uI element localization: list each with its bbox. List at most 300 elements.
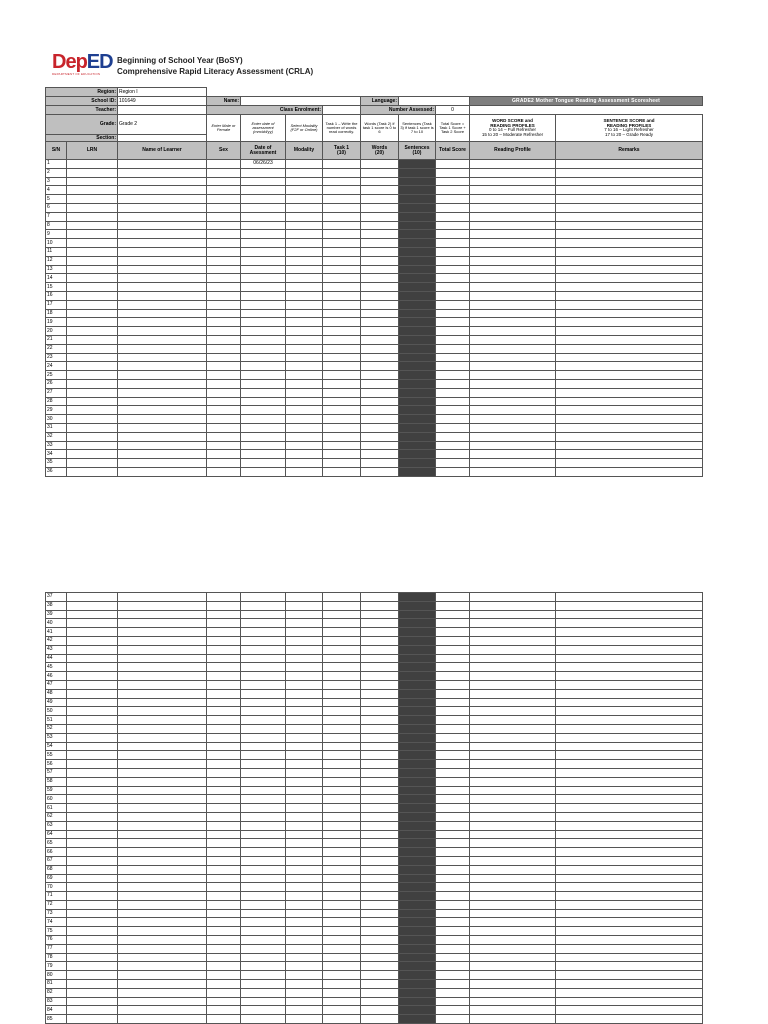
task1-cell[interactable] bbox=[323, 733, 361, 742]
sex-cell[interactable] bbox=[207, 459, 241, 468]
task1-cell[interactable] bbox=[323, 432, 361, 441]
total-score-cell[interactable] bbox=[436, 397, 470, 406]
learner-name-cell[interactable] bbox=[118, 944, 207, 953]
modality-cell[interactable] bbox=[286, 265, 323, 274]
sex-cell[interactable] bbox=[207, 1006, 241, 1015]
reading-profile-cell[interactable] bbox=[470, 689, 556, 698]
date-cell[interactable] bbox=[241, 230, 286, 239]
sex-cell[interactable] bbox=[207, 344, 241, 353]
learner-name-cell[interactable] bbox=[118, 795, 207, 804]
reading-profile-cell[interactable] bbox=[470, 265, 556, 274]
lrn-cell[interactable] bbox=[67, 388, 118, 397]
modality-cell[interactable] bbox=[286, 432, 323, 441]
task1-cell[interactable] bbox=[323, 1015, 361, 1024]
modality-cell[interactable] bbox=[286, 406, 323, 415]
lrn-cell[interactable] bbox=[67, 971, 118, 980]
total-score-cell[interactable] bbox=[436, 335, 470, 344]
modality-cell[interactable] bbox=[286, 742, 323, 751]
date-cell[interactable] bbox=[241, 309, 286, 318]
modality-cell[interactable] bbox=[286, 203, 323, 212]
modality-cell[interactable] bbox=[286, 856, 323, 865]
words-cell[interactable] bbox=[361, 239, 399, 248]
remarks-cell[interactable] bbox=[556, 195, 703, 204]
modality-cell[interactable] bbox=[286, 212, 323, 221]
total-score-cell[interactable] bbox=[436, 318, 470, 327]
date-cell[interactable] bbox=[241, 839, 286, 848]
remarks-cell[interactable] bbox=[556, 689, 703, 698]
learner-name-cell[interactable] bbox=[118, 309, 207, 318]
words-cell[interactable] bbox=[361, 927, 399, 936]
sex-cell[interactable] bbox=[207, 327, 241, 336]
task1-cell[interactable] bbox=[323, 593, 361, 602]
words-cell[interactable] bbox=[361, 918, 399, 927]
total-score-cell[interactable] bbox=[436, 751, 470, 760]
sex-cell[interactable] bbox=[207, 883, 241, 892]
task1-cell[interactable] bbox=[323, 971, 361, 980]
reading-profile-cell[interactable] bbox=[470, 900, 556, 909]
sex-cell[interactable] bbox=[207, 195, 241, 204]
task1-cell[interactable] bbox=[323, 804, 361, 813]
task1-cell[interactable] bbox=[323, 997, 361, 1006]
remarks-cell[interactable] bbox=[556, 283, 703, 292]
task1-cell[interactable] bbox=[323, 610, 361, 619]
learner-name-cell[interactable] bbox=[118, 593, 207, 602]
learner-name-cell[interactable] bbox=[118, 432, 207, 441]
lrn-cell[interactable] bbox=[67, 195, 118, 204]
modality-cell[interactable] bbox=[286, 379, 323, 388]
total-score-cell[interactable] bbox=[436, 601, 470, 610]
total-score-cell[interactable] bbox=[436, 672, 470, 681]
lrn-cell[interactable] bbox=[67, 856, 118, 865]
date-cell[interactable] bbox=[241, 865, 286, 874]
remarks-cell[interactable] bbox=[556, 812, 703, 821]
total-score-cell[interactable] bbox=[436, 309, 470, 318]
date-cell[interactable] bbox=[241, 1015, 286, 1024]
date-cell[interactable] bbox=[241, 441, 286, 450]
task1-cell[interactable] bbox=[323, 203, 361, 212]
learner-name-cell[interactable] bbox=[118, 865, 207, 874]
total-score-cell[interactable] bbox=[436, 467, 470, 476]
lrn-cell[interactable] bbox=[67, 441, 118, 450]
reading-profile-cell[interactable] bbox=[470, 795, 556, 804]
remarks-cell[interactable] bbox=[556, 988, 703, 997]
sex-cell[interactable] bbox=[207, 672, 241, 681]
learner-name-cell[interactable] bbox=[118, 1006, 207, 1015]
reading-profile-cell[interactable] bbox=[470, 716, 556, 725]
modality-cell[interactable] bbox=[286, 371, 323, 380]
learner-name-cell[interactable] bbox=[118, 230, 207, 239]
reading-profile-cell[interactable] bbox=[470, 195, 556, 204]
remarks-cell[interactable] bbox=[556, 212, 703, 221]
words-cell[interactable] bbox=[361, 371, 399, 380]
total-score-cell[interactable] bbox=[436, 883, 470, 892]
learner-name-cell[interactable] bbox=[118, 698, 207, 707]
date-cell[interactable] bbox=[241, 804, 286, 813]
total-score-cell[interactable] bbox=[436, 812, 470, 821]
task1-cell[interactable] bbox=[323, 265, 361, 274]
words-cell[interactable] bbox=[361, 707, 399, 716]
sex-cell[interactable] bbox=[207, 371, 241, 380]
task1-cell[interactable] bbox=[323, 441, 361, 450]
learner-name-cell[interactable] bbox=[118, 283, 207, 292]
total-score-cell[interactable] bbox=[436, 371, 470, 380]
task1-cell[interactable] bbox=[323, 309, 361, 318]
reading-profile-cell[interactable] bbox=[470, 786, 556, 795]
task1-cell[interactable] bbox=[323, 751, 361, 760]
modality-cell[interactable] bbox=[286, 707, 323, 716]
lrn-cell[interactable] bbox=[67, 318, 118, 327]
lrn-cell[interactable] bbox=[67, 406, 118, 415]
lrn-cell[interactable] bbox=[67, 733, 118, 742]
total-score-cell[interactable] bbox=[436, 768, 470, 777]
sex-cell[interactable] bbox=[207, 927, 241, 936]
words-cell[interactable] bbox=[361, 742, 399, 751]
sex-cell[interactable] bbox=[207, 212, 241, 221]
total-score-cell[interactable] bbox=[436, 327, 470, 336]
learner-name-cell[interactable] bbox=[118, 619, 207, 628]
learner-name-cell[interactable] bbox=[118, 459, 207, 468]
remarks-cell[interactable] bbox=[556, 636, 703, 645]
remarks-cell[interactable] bbox=[556, 804, 703, 813]
total-score-cell[interactable] bbox=[436, 1006, 470, 1015]
reading-profile-cell[interactable] bbox=[470, 247, 556, 256]
modality-cell[interactable] bbox=[286, 344, 323, 353]
lrn-cell[interactable] bbox=[67, 997, 118, 1006]
words-cell[interactable] bbox=[361, 848, 399, 857]
section-field[interactable] bbox=[118, 135, 207, 142]
date-cell[interactable] bbox=[241, 203, 286, 212]
reading-profile-cell[interactable] bbox=[470, 593, 556, 602]
lrn-cell[interactable] bbox=[67, 663, 118, 672]
total-score-cell[interactable] bbox=[436, 186, 470, 195]
reading-profile-cell[interactable] bbox=[470, 467, 556, 476]
lrn-cell[interactable] bbox=[67, 353, 118, 362]
lrn-cell[interactable] bbox=[67, 944, 118, 953]
learner-name-cell[interactable] bbox=[118, 177, 207, 186]
sex-cell[interactable] bbox=[207, 997, 241, 1006]
date-cell[interactable] bbox=[241, 997, 286, 1006]
reading-profile-cell[interactable] bbox=[470, 1015, 556, 1024]
task1-cell[interactable] bbox=[323, 327, 361, 336]
reading-profile-cell[interactable] bbox=[470, 927, 556, 936]
learner-name-cell[interactable] bbox=[118, 335, 207, 344]
sex-cell[interactable] bbox=[207, 918, 241, 927]
learner-name-cell[interactable] bbox=[118, 751, 207, 760]
date-cell[interactable] bbox=[241, 742, 286, 751]
remarks-cell[interactable] bbox=[556, 918, 703, 927]
words-cell[interactable] bbox=[361, 874, 399, 883]
sex-cell[interactable] bbox=[207, 265, 241, 274]
learner-name-cell[interactable] bbox=[118, 812, 207, 821]
date-cell[interactable] bbox=[241, 379, 286, 388]
sex-cell[interactable] bbox=[207, 186, 241, 195]
task1-cell[interactable] bbox=[323, 918, 361, 927]
words-cell[interactable] bbox=[361, 423, 399, 432]
remarks-cell[interactable] bbox=[556, 654, 703, 663]
date-cell[interactable] bbox=[241, 724, 286, 733]
lrn-cell[interactable] bbox=[67, 230, 118, 239]
reading-profile-cell[interactable] bbox=[470, 663, 556, 672]
words-cell[interactable] bbox=[361, 221, 399, 230]
task1-cell[interactable] bbox=[323, 645, 361, 654]
words-cell[interactable] bbox=[361, 804, 399, 813]
total-score-cell[interactable] bbox=[436, 636, 470, 645]
task1-cell[interactable] bbox=[323, 283, 361, 292]
modality-cell[interactable] bbox=[286, 168, 323, 177]
lrn-cell[interactable] bbox=[67, 918, 118, 927]
sex-cell[interactable] bbox=[207, 909, 241, 918]
school-id-field[interactable]: 101649 bbox=[118, 97, 207, 106]
reading-profile-cell[interactable] bbox=[470, 221, 556, 230]
region-field[interactable]: Region I bbox=[118, 88, 207, 97]
date-cell[interactable] bbox=[241, 900, 286, 909]
modality-cell[interactable] bbox=[286, 459, 323, 468]
sex-cell[interactable] bbox=[207, 353, 241, 362]
task1-cell[interactable] bbox=[323, 768, 361, 777]
reading-profile-cell[interactable] bbox=[470, 856, 556, 865]
remarks-cell[interactable] bbox=[556, 300, 703, 309]
learner-name-cell[interactable] bbox=[118, 203, 207, 212]
lrn-cell[interactable] bbox=[67, 865, 118, 874]
modality-cell[interactable] bbox=[286, 645, 323, 654]
date-cell[interactable] bbox=[241, 636, 286, 645]
date-cell[interactable] bbox=[241, 450, 286, 459]
task1-cell[interactable] bbox=[323, 335, 361, 344]
task1-cell[interactable] bbox=[323, 459, 361, 468]
sex-cell[interactable] bbox=[207, 971, 241, 980]
reading-profile-cell[interactable] bbox=[470, 415, 556, 424]
learner-name-cell[interactable] bbox=[118, 601, 207, 610]
words-cell[interactable] bbox=[361, 777, 399, 786]
lrn-cell[interactable] bbox=[67, 610, 118, 619]
reading-profile-cell[interactable] bbox=[470, 406, 556, 415]
learner-name-cell[interactable] bbox=[118, 909, 207, 918]
task1-cell[interactable] bbox=[323, 239, 361, 248]
reading-profile-cell[interactable] bbox=[470, 936, 556, 945]
words-cell[interactable] bbox=[361, 768, 399, 777]
reading-profile-cell[interactable] bbox=[470, 777, 556, 786]
lrn-cell[interactable] bbox=[67, 795, 118, 804]
sex-cell[interactable] bbox=[207, 839, 241, 848]
task1-cell[interactable] bbox=[323, 177, 361, 186]
reading-profile-cell[interactable] bbox=[470, 751, 556, 760]
remarks-cell[interactable] bbox=[556, 971, 703, 980]
date-cell[interactable] bbox=[241, 680, 286, 689]
learner-name-cell[interactable] bbox=[118, 239, 207, 248]
task1-cell[interactable] bbox=[323, 397, 361, 406]
modality-cell[interactable] bbox=[286, 830, 323, 839]
lrn-cell[interactable] bbox=[67, 936, 118, 945]
learner-name-cell[interactable] bbox=[118, 610, 207, 619]
reading-profile-cell[interactable] bbox=[470, 160, 556, 169]
words-cell[interactable] bbox=[361, 909, 399, 918]
words-cell[interactable] bbox=[361, 459, 399, 468]
lrn-cell[interactable] bbox=[67, 221, 118, 230]
sex-cell[interactable] bbox=[207, 936, 241, 945]
learner-name-cell[interactable] bbox=[118, 628, 207, 637]
reading-profile-cell[interactable] bbox=[470, 459, 556, 468]
sex-cell[interactable] bbox=[207, 415, 241, 424]
task1-cell[interactable] bbox=[323, 856, 361, 865]
task1-cell[interactable] bbox=[323, 423, 361, 432]
words-cell[interactable] bbox=[361, 795, 399, 804]
learner-name-cell[interactable] bbox=[118, 318, 207, 327]
reading-profile-cell[interactable] bbox=[470, 980, 556, 989]
reading-profile-cell[interactable] bbox=[470, 760, 556, 769]
learner-name-cell[interactable] bbox=[118, 441, 207, 450]
words-cell[interactable] bbox=[361, 883, 399, 892]
task1-cell[interactable] bbox=[323, 962, 361, 971]
lrn-cell[interactable] bbox=[67, 654, 118, 663]
lrn-cell[interactable] bbox=[67, 980, 118, 989]
modality-cell[interactable] bbox=[286, 751, 323, 760]
modality-cell[interactable] bbox=[286, 415, 323, 424]
total-score-cell[interactable] bbox=[436, 971, 470, 980]
date-cell[interactable] bbox=[241, 362, 286, 371]
date-cell[interactable] bbox=[241, 707, 286, 716]
reading-profile-cell[interactable] bbox=[470, 619, 556, 628]
date-cell[interactable] bbox=[241, 168, 286, 177]
sex-cell[interactable] bbox=[207, 724, 241, 733]
learner-name-cell[interactable] bbox=[118, 927, 207, 936]
modality-cell[interactable] bbox=[286, 927, 323, 936]
reading-profile-cell[interactable] bbox=[470, 707, 556, 716]
modality-cell[interactable] bbox=[286, 636, 323, 645]
total-score-cell[interactable] bbox=[436, 344, 470, 353]
sex-cell[interactable] bbox=[207, 230, 241, 239]
modality-cell[interactable] bbox=[286, 450, 323, 459]
reading-profile-cell[interactable] bbox=[470, 423, 556, 432]
lrn-cell[interactable] bbox=[67, 804, 118, 813]
words-cell[interactable] bbox=[361, 988, 399, 997]
reading-profile-cell[interactable] bbox=[470, 724, 556, 733]
reading-profile-cell[interactable] bbox=[470, 353, 556, 362]
remarks-cell[interactable] bbox=[556, 327, 703, 336]
words-cell[interactable] bbox=[361, 283, 399, 292]
task1-cell[interactable] bbox=[323, 865, 361, 874]
date-cell[interactable] bbox=[241, 593, 286, 602]
remarks-cell[interactable] bbox=[556, 628, 703, 637]
words-cell[interactable] bbox=[361, 733, 399, 742]
remarks-cell[interactable] bbox=[556, 423, 703, 432]
sex-cell[interactable] bbox=[207, 1015, 241, 1024]
total-score-cell[interactable] bbox=[436, 195, 470, 204]
name-field[interactable] bbox=[241, 97, 361, 106]
lrn-cell[interactable] bbox=[67, 927, 118, 936]
reading-profile-cell[interactable] bbox=[470, 645, 556, 654]
words-cell[interactable] bbox=[361, 645, 399, 654]
task1-cell[interactable] bbox=[323, 291, 361, 300]
date-cell[interactable] bbox=[241, 988, 286, 997]
lrn-cell[interactable] bbox=[67, 883, 118, 892]
teacher-field[interactable] bbox=[118, 106, 207, 115]
total-score-cell[interactable] bbox=[436, 247, 470, 256]
lrn-cell[interactable] bbox=[67, 751, 118, 760]
task1-cell[interactable] bbox=[323, 619, 361, 628]
lrn-cell[interactable] bbox=[67, 760, 118, 769]
remarks-cell[interactable] bbox=[556, 900, 703, 909]
learner-name-cell[interactable] bbox=[118, 1015, 207, 1024]
words-cell[interactable] bbox=[361, 318, 399, 327]
sex-cell[interactable] bbox=[207, 812, 241, 821]
remarks-cell[interactable] bbox=[556, 344, 703, 353]
sex-cell[interactable] bbox=[207, 786, 241, 795]
reading-profile-cell[interactable] bbox=[470, 962, 556, 971]
task1-cell[interactable] bbox=[323, 406, 361, 415]
date-cell[interactable] bbox=[241, 962, 286, 971]
words-cell[interactable] bbox=[361, 467, 399, 476]
words-cell[interactable] bbox=[361, 971, 399, 980]
date-cell[interactable] bbox=[241, 432, 286, 441]
task1-cell[interactable] bbox=[323, 953, 361, 962]
lrn-cell[interactable] bbox=[67, 168, 118, 177]
sex-cell[interactable] bbox=[207, 203, 241, 212]
modality-cell[interactable] bbox=[286, 777, 323, 786]
task1-cell[interactable] bbox=[323, 812, 361, 821]
remarks-cell[interactable] bbox=[556, 467, 703, 476]
task1-cell[interactable] bbox=[323, 680, 361, 689]
sex-cell[interactable] bbox=[207, 856, 241, 865]
sex-cell[interactable] bbox=[207, 239, 241, 248]
sex-cell[interactable] bbox=[207, 432, 241, 441]
modality-cell[interactable] bbox=[286, 160, 323, 169]
learner-name-cell[interactable] bbox=[118, 988, 207, 997]
modality-cell[interactable] bbox=[286, 327, 323, 336]
sex-cell[interactable] bbox=[207, 221, 241, 230]
reading-profile-cell[interactable] bbox=[470, 628, 556, 637]
date-cell[interactable] bbox=[241, 768, 286, 777]
lrn-cell[interactable] bbox=[67, 742, 118, 751]
date-cell[interactable] bbox=[241, 610, 286, 619]
reading-profile-cell[interactable] bbox=[470, 768, 556, 777]
remarks-cell[interactable] bbox=[556, 768, 703, 777]
date-cell[interactable] bbox=[241, 283, 286, 292]
remarks-cell[interactable] bbox=[556, 335, 703, 344]
reading-profile-cell[interactable] bbox=[470, 371, 556, 380]
words-cell[interactable] bbox=[361, 195, 399, 204]
date-cell[interactable] bbox=[241, 786, 286, 795]
modality-cell[interactable] bbox=[286, 918, 323, 927]
remarks-cell[interactable] bbox=[556, 733, 703, 742]
date-cell[interactable] bbox=[241, 1006, 286, 1015]
task1-cell[interactable] bbox=[323, 927, 361, 936]
date-cell[interactable] bbox=[241, 663, 286, 672]
sex-cell[interactable] bbox=[207, 760, 241, 769]
learner-name-cell[interactable] bbox=[118, 654, 207, 663]
total-score-cell[interactable] bbox=[436, 997, 470, 1006]
modality-cell[interactable] bbox=[286, 760, 323, 769]
words-cell[interactable] bbox=[361, 856, 399, 865]
words-cell[interactable] bbox=[361, 415, 399, 424]
date-cell[interactable] bbox=[241, 212, 286, 221]
remarks-cell[interactable] bbox=[556, 362, 703, 371]
reading-profile-cell[interactable] bbox=[470, 283, 556, 292]
lrn-cell[interactable] bbox=[67, 777, 118, 786]
sex-cell[interactable] bbox=[207, 716, 241, 725]
remarks-cell[interactable] bbox=[556, 309, 703, 318]
remarks-cell[interactable] bbox=[556, 221, 703, 230]
date-cell[interactable] bbox=[241, 918, 286, 927]
lrn-cell[interactable] bbox=[67, 636, 118, 645]
remarks-cell[interactable] bbox=[556, 777, 703, 786]
reading-profile-cell[interactable] bbox=[470, 450, 556, 459]
task1-cell[interactable] bbox=[323, 467, 361, 476]
learner-name-cell[interactable] bbox=[118, 247, 207, 256]
sex-cell[interactable] bbox=[207, 177, 241, 186]
words-cell[interactable] bbox=[361, 300, 399, 309]
lrn-cell[interactable] bbox=[67, 716, 118, 725]
modality-cell[interactable] bbox=[286, 300, 323, 309]
